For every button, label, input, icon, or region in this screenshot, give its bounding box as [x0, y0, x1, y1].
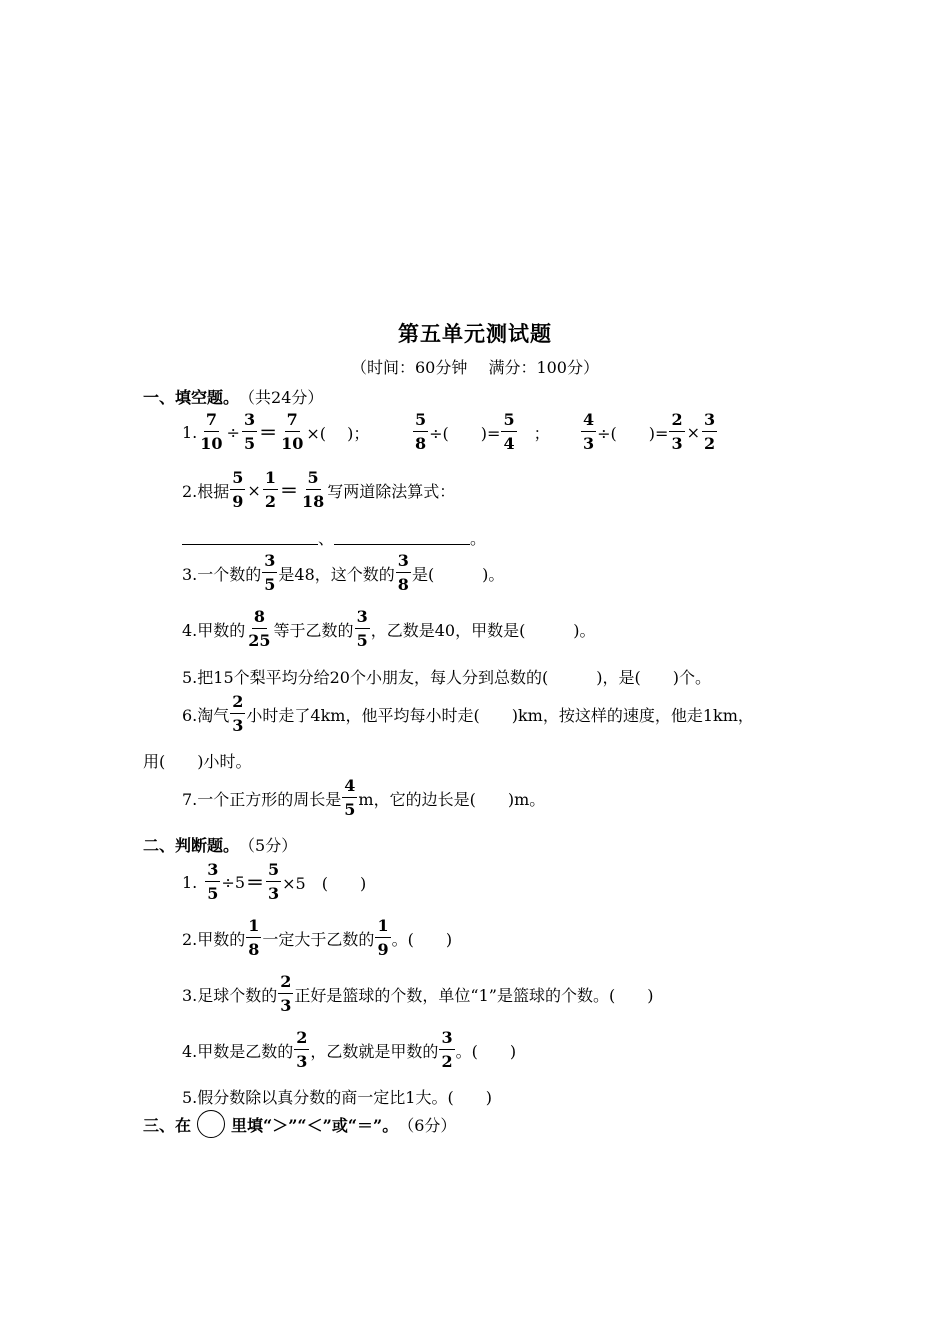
s2-q2-mid: 一定大于乙数的	[262, 929, 375, 949]
s1-q4-post: ，乙数是40，甲数是( )。	[370, 620, 596, 640]
s1-q6-post: 小时走了4km，他平均每小时走( )km，按这样的速度，他走1km，	[246, 705, 754, 725]
multiply-sign: ×	[247, 480, 261, 500]
fraction: $\frac{5}{3}$	[268, 860, 280, 903]
fraction: $\frac{2}{3}$	[280, 972, 292, 1015]
fraction: $\frac{7}{10}$	[200, 410, 223, 453]
section3-heading	[143, 1110, 456, 1138]
fraction: $\frac{4}{5}$	[344, 776, 356, 819]
s2-q3-pre: 3.足球个数的	[182, 985, 278, 1005]
s2-q1-number: 1.	[182, 872, 198, 892]
fraction: $\frac{5}{4}$	[503, 410, 515, 453]
section3-title-pre: 三、在	[143, 1115, 192, 1135]
divide-sign: ÷	[226, 422, 240, 442]
s2-q4-pre: 4.甲数是乙数的	[182, 1041, 294, 1061]
s1-q6-line2: 用( )小时。	[143, 752, 252, 771]
section3-score: （6分）	[398, 1115, 457, 1135]
s1-q1-b-tail: ；	[533, 423, 550, 443]
s2-q5: 5.假分数除以真分数的商一定比1大。( )	[182, 1088, 492, 1107]
section2-score: （5分）	[239, 836, 298, 855]
equals-sign: ＝	[259, 423, 278, 444]
fraction: $\frac{3}{2}$	[704, 410, 716, 453]
fraction: $\frac{1}{2}$	[264, 468, 276, 511]
s1-q6-pre: 6.淘气	[182, 705, 230, 725]
s1-q3-mid: 是48，这个数的	[278, 564, 395, 584]
s1-q2-pre: 2.根据	[182, 481, 230, 501]
fraction: $\frac{5}{18}$	[301, 468, 325, 511]
section2-title: 二、判断题。	[143, 836, 240, 855]
s2-q1-post: ×5 ( )	[282, 873, 367, 893]
fraction: $\frac{3}{8}$	[397, 551, 409, 594]
fraction: $\frac{1}{9}$	[377, 916, 389, 959]
s1-q1-b-mid: ÷( )=	[429, 423, 501, 443]
s1-q1-a-tail: ×( )；	[306, 423, 370, 443]
fraction: $\frac{2}{3}$	[232, 692, 244, 735]
s1-q4	[182, 609, 596, 649]
fraction: $\frac{4}{3}$	[583, 410, 595, 453]
section3-title-post: 里填“＞”“＜”或“＝”。	[231, 1115, 399, 1135]
separator: 、	[318, 529, 335, 548]
fraction: $\frac{2}{3}$	[671, 410, 683, 453]
section2-heading	[143, 833, 297, 856]
fraction: $\frac{7}{10}$	[281, 410, 304, 453]
fraction: $\frac{3}{5}$	[264, 551, 276, 594]
s1-q7	[182, 778, 545, 818]
fraction: $\frac{2}{3}$	[296, 1028, 308, 1071]
s1-q2-post: 写两道除法算式：	[327, 481, 456, 501]
s2-q1	[182, 862, 366, 902]
s2-q1-mid: ÷5	[221, 872, 245, 892]
page-subtitle: （时间：60分钟 满分：100分）	[351, 358, 599, 377]
s1-q7-post: m，它的边长是( )m。	[358, 789, 546, 809]
s1-q7-pre: 7.一个正方形的周长是	[182, 789, 342, 809]
s2-q4-mid: ，乙数就是甲数的	[310, 1041, 439, 1061]
s2-q2	[182, 918, 452, 958]
fraction: $\frac{1}{8}$	[248, 916, 260, 959]
s1-q4-pre: 4.甲数的	[182, 620, 246, 640]
s1-q4-mid: 等于乙数的	[273, 620, 354, 640]
s1-q1-a	[182, 412, 369, 452]
s1-q3	[182, 553, 504, 593]
fraction: $\frac{3}{5}$	[243, 410, 256, 453]
equals-sign: ＝	[279, 481, 298, 502]
s1-q1-number: 1.	[182, 422, 198, 442]
s1-q5: 5.把15个梨平均分给20个小朋友，每人分到总数的( )，是( )个。	[182, 668, 711, 687]
fraction: $\frac{5}{9}$	[232, 468, 244, 511]
fraction: $\frac{3}{5}$	[356, 607, 368, 650]
answer-blank[interactable]	[334, 530, 470, 545]
s1-q6	[182, 694, 754, 734]
section1-score: （共24分）	[239, 388, 324, 407]
page-title: 第五单元测试题	[398, 321, 552, 346]
s2-q4	[182, 1030, 516, 1070]
s2-q3	[182, 974, 653, 1014]
s1-q1-c	[580, 412, 718, 452]
multiply-sign: ×	[686, 422, 700, 442]
s2-q3-post: 正好是篮球的个数，单位“1”是篮球的个数。( )	[294, 985, 654, 1005]
s1-q3-pre: 3.一个数的	[182, 564, 262, 584]
s1-q2	[182, 470, 455, 510]
s1-q1-b	[412, 412, 550, 452]
s1-q3-post: 是( )。	[411, 564, 505, 584]
fraction: $\frac{8}{25}$	[248, 607, 271, 650]
s2-q4-post: 。( )	[455, 1041, 517, 1061]
fraction: $\frac{3}{5}$	[207, 860, 219, 903]
fraction: $\frac{3}{2}$	[441, 1028, 453, 1071]
period: 。	[470, 529, 487, 548]
s2-q2-pre: 2.甲数的	[182, 929, 246, 949]
section1-heading	[143, 385, 323, 408]
s2-q2-post: 。( )	[391, 929, 453, 949]
answer-blank[interactable]	[182, 530, 318, 545]
section1-title: 一、填空题。	[143, 388, 240, 407]
s1-q1-c-mid: ÷( )=	[597, 423, 669, 443]
circle-icon	[197, 1110, 225, 1138]
fraction: $\frac{5}{8}$	[415, 410, 427, 453]
equals-sign: ＝	[246, 873, 264, 894]
s1-q2-answer-lines	[182, 526, 486, 549]
